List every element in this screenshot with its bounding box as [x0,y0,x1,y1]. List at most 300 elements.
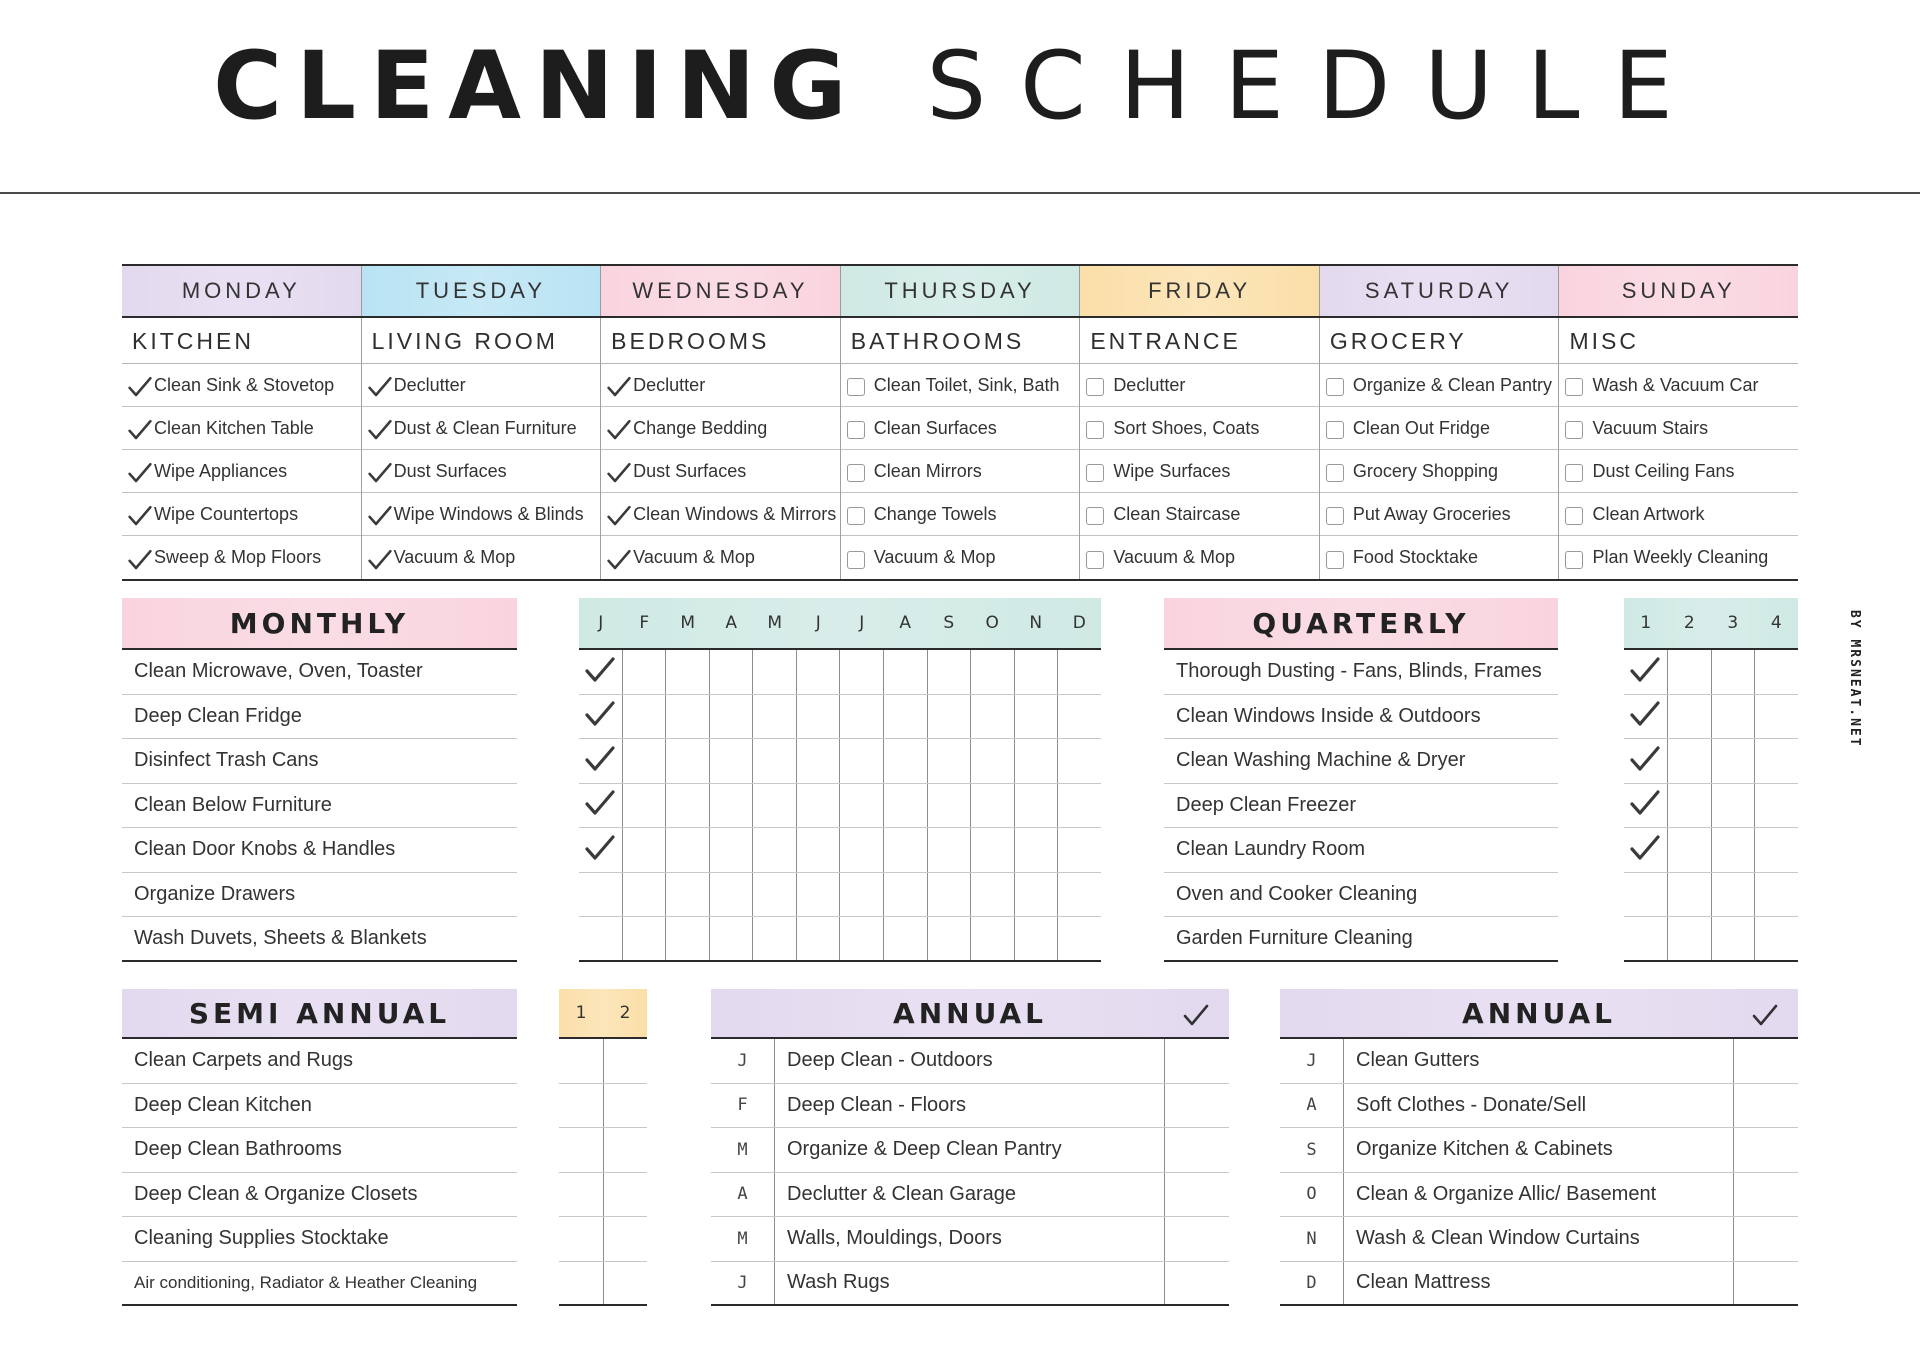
tracker-cell[interactable] [840,873,884,917]
tracker-cell[interactable] [579,739,623,783]
tracker-cell[interactable] [579,917,623,960]
table-row [711,1039,1229,1084]
month-letter: F [711,1084,775,1128]
list-item: Clean Washing Machine & Dryer [1164,739,1558,784]
list-item: Deep Clean Freezer [1164,784,1558,829]
tracker-cell[interactable] [797,650,841,694]
month-letter: J [711,1262,775,1305]
task-checkbox[interactable] [1326,507,1344,525]
tracker-cell[interactable] [1624,650,1668,694]
tracker-cell[interactable] [884,828,928,872]
task-checkbox[interactable] [1565,464,1583,482]
task-item[interactable] [841,407,1080,450]
list-item: Garden Furniture Cleaning [1164,917,1558,962]
task-label: Wipe Surfaces [1113,460,1231,481]
tracker-cell[interactable] [1755,739,1798,783]
task-item[interactable] [1559,536,1798,579]
tracker-cell[interactable] [710,739,754,783]
check-icon[interactable] [607,419,631,441]
tracker-cell[interactable] [710,650,754,694]
tracker-cell[interactable] [971,695,1015,739]
check-icon[interactable] [585,835,615,865]
check-icon[interactable] [128,505,152,527]
task-item[interactable] [841,364,1080,407]
tracker-row [559,1217,647,1262]
quarterly-tracker-grid [1624,598,1798,962]
list-item: Deep Clean Fridge [122,695,517,740]
task-checkbox[interactable] [1086,378,1104,396]
check-cell[interactable] [1165,1173,1229,1217]
check-cell[interactable] [1734,1173,1798,1217]
month-letter: N [1280,1217,1344,1261]
task-checkbox[interactable] [1326,378,1344,396]
title-divider [0,192,1920,194]
tracker-cell[interactable] [1755,828,1798,872]
day-column-wednesday [601,318,841,579]
monthly-task-list [122,650,517,962]
tracker-cell[interactable] [559,1217,604,1261]
table-row [711,1217,1229,1262]
tracker-cell[interactable] [623,873,667,917]
tracker-cell[interactable] [1668,650,1712,694]
task-item[interactable] [122,450,361,493]
tracker-cell[interactable] [1015,739,1059,783]
tracker-row [559,1262,647,1307]
tracker-cell[interactable] [928,739,972,783]
tracker-cell[interactable] [1755,873,1798,917]
list-item: Wash Duvets, Sheets & Blankets [122,917,517,962]
tracker-cell[interactable] [1712,695,1756,739]
task-label: Clean Windows & Mirrors [633,503,837,524]
semi-annual-tracker-grid [559,989,647,1306]
task-label: Clean Gutters [1344,1039,1734,1083]
tracker-cell[interactable] [928,917,972,960]
day-header-wednesday: WEDNESDAY [601,266,841,316]
check-icon[interactable] [128,376,152,398]
task-label: Deep Clean - Outdoors [775,1039,1165,1083]
tracker-cell[interactable] [1058,650,1101,694]
task-label: Wash & Clean Window Curtains [1344,1217,1734,1261]
month-letter: A [1280,1084,1344,1128]
task-item[interactable] [362,536,601,579]
task-item[interactable] [601,536,840,579]
tracker-cell[interactable] [840,650,884,694]
tracker-cell[interactable] [928,695,972,739]
task-checkbox[interactable] [847,378,865,396]
task-label: Vacuum & Mop [393,547,516,567]
list-item: Clean Door Knobs & Handles [122,828,517,873]
tracker-cell[interactable] [666,917,710,960]
tracker-cell[interactable] [1624,828,1668,872]
task-item[interactable] [841,450,1080,493]
tracker-cell[interactable] [623,784,667,828]
check-icon[interactable] [585,746,615,776]
tracker-cell[interactable] [971,828,1015,872]
check-icon[interactable] [368,462,392,484]
list-item: Disinfect Trash Cans [122,739,517,784]
tracker-cell[interactable] [1668,873,1712,917]
check-cell[interactable] [1165,1262,1229,1305]
list-item: Oven and Cooker Cleaning [1164,873,1558,918]
task-label: Dust & Clean Furniture [393,417,577,438]
task-item[interactable] [122,493,361,536]
room-label: LIVING ROOM [362,318,601,364]
tracker-cell[interactable] [1624,695,1668,739]
tracker-cell[interactable] [1624,739,1668,783]
tracker-cell[interactable] [1668,917,1712,960]
tracker-cell[interactable] [840,784,884,828]
task-item[interactable] [122,536,361,579]
check-icon[interactable] [368,376,392,398]
tracker-cell[interactable] [1015,650,1059,694]
list-item: Thorough Dusting - Fans, Blinds, Frames [1164,650,1558,695]
list-item: Clean Below Furniture [122,784,517,829]
tracker-cell[interactable] [579,784,623,828]
day-header-monday: MONDAY [122,266,362,316]
check-cell[interactable] [1734,1217,1798,1261]
tracker-cell[interactable] [710,784,754,828]
tracker-cell[interactable] [579,828,623,872]
tracker-cell[interactable] [797,739,841,783]
task-item[interactable] [362,450,601,493]
task-checkbox[interactable] [847,551,865,569]
tracker-cell[interactable] [604,1084,648,1128]
task-item[interactable] [362,364,601,407]
tracker-cell[interactable] [1712,784,1756,828]
month-letter: D [1280,1262,1344,1305]
room-label: BATHROOMS [841,318,1080,364]
period-label: A [725,613,738,633]
task-item[interactable] [1080,407,1319,450]
task-checkbox[interactable] [1086,421,1104,439]
tracker-cell[interactable] [840,739,884,783]
task-item[interactable] [601,364,840,407]
tracker-cell[interactable] [604,1173,648,1217]
tracker-cell[interactable] [559,1262,604,1305]
task-item[interactable] [1320,407,1559,450]
task-item[interactable] [1559,450,1798,493]
tracker-cell[interactable] [928,650,972,694]
tracker-cell[interactable] [797,695,841,739]
check-icon[interactable] [1630,835,1660,865]
tracker-cell[interactable] [559,1039,604,1083]
tracker-cell[interactable] [666,873,710,917]
tracker-cell[interactable] [884,917,928,960]
tracker-cell[interactable] [840,917,884,960]
annual-title-1: ANNUAL [893,996,1047,1030]
task-checkbox[interactable] [847,464,865,482]
task-checkbox[interactable] [1326,464,1344,482]
tracker-cell[interactable] [884,650,928,694]
task-item[interactable] [841,536,1080,579]
tracker-cell[interactable] [1624,873,1668,917]
table-row [1280,1128,1798,1173]
tracker-cell[interactable] [604,1262,648,1305]
tracker-cell[interactable] [1668,739,1712,783]
list-item: Cleaning Supplies Stocktake [122,1217,517,1262]
tracker-cell[interactable] [623,650,667,694]
tracker-cell[interactable] [1015,828,1059,872]
check-icon[interactable] [585,701,615,731]
day-header-tuesday: TUESDAY [362,266,602,316]
task-label: Declutter [1113,374,1186,395]
day-header-friday: FRIDAY [1080,266,1320,316]
tracker-cell[interactable] [884,873,928,917]
tracker-cell[interactable] [559,1128,604,1172]
tracker-cell[interactable] [1755,784,1798,828]
tracker-cell[interactable] [1755,917,1798,960]
tracker-cell[interactable] [559,1084,604,1128]
task-item[interactable] [1080,536,1319,579]
tracker-cell[interactable] [666,739,710,783]
task-label: Walls, Mouldings, Doors [775,1217,1165,1261]
table-row [1280,1262,1798,1307]
period-label: M [680,613,696,633]
task-label: Declutter & Clean Garage [775,1173,1165,1217]
period-label: 1 [1640,613,1652,633]
check-cell[interactable] [1734,1039,1798,1083]
tracker-cell[interactable] [1712,873,1756,917]
task-label: Clean Mirrors [873,460,982,481]
tracker-cell[interactable] [1712,828,1756,872]
tracker-cell[interactable] [884,695,928,739]
task-item[interactable] [601,450,840,493]
task-checkbox[interactable] [1326,551,1344,569]
tracker-cell[interactable] [604,1128,648,1172]
tracker-cell[interactable] [753,739,797,783]
tracker-cell[interactable] [753,695,797,739]
tracker-cell[interactable] [753,917,797,960]
tracker-cell[interactable] [623,695,667,739]
tracker-cell[interactable] [1668,695,1712,739]
task-checkbox[interactable] [1086,551,1104,569]
check-icon[interactable] [1630,701,1660,731]
tracker-cell[interactable] [884,784,928,828]
tracker-cell[interactable] [1015,873,1059,917]
task-item[interactable] [122,364,361,407]
list-item: Air conditioning, Radiator & Heather Cleaning [122,1262,517,1307]
tracker-cell[interactable] [604,1217,648,1261]
tracker-cell[interactable] [666,828,710,872]
task-label: Wipe Windows & Blinds [393,503,584,524]
task-item[interactable] [1320,450,1559,493]
task-item[interactable] [1080,493,1319,536]
check-icon[interactable] [368,419,392,441]
task-label: Vacuum & Mop [1113,547,1236,567]
tracker-row [579,873,1101,918]
month-letter: O [1280,1173,1344,1217]
tracker-cell[interactable] [971,739,1015,783]
check-icon[interactable] [585,790,615,820]
weekly-day-header [122,266,1798,318]
task-checkbox[interactable] [1565,378,1583,396]
check-cell[interactable] [1734,1262,1798,1305]
task-checkbox[interactable] [847,421,865,439]
tracker-cell[interactable] [753,873,797,917]
check-icon[interactable] [607,462,631,484]
task-item[interactable] [1559,493,1798,536]
tracker-cell[interactable] [1058,828,1101,872]
day-column-friday [1080,318,1320,579]
task-checkbox[interactable] [1565,551,1583,569]
table-row [711,1084,1229,1129]
tracker-cell[interactable] [1058,873,1101,917]
check-icon[interactable] [1630,790,1660,820]
tracker-cell[interactable] [1755,650,1798,694]
tracker-cell[interactable] [1712,650,1756,694]
tracker-cell[interactable] [928,873,972,917]
period-label: 4 [1770,613,1782,633]
day-header-saturday: SATURDAY [1320,266,1560,316]
task-label: Deep Clean - Floors [775,1084,1165,1128]
tracker-cell[interactable] [1668,784,1712,828]
tracker-cell[interactable] [623,739,667,783]
tracker-cell[interactable] [797,917,841,960]
annual-header-2 [1280,989,1798,1039]
task-label: Vacuum & Mop [873,547,996,567]
semi-annual-header: SEMI ANNUAL [122,989,517,1039]
tracker-cell[interactable] [579,695,623,739]
task-label: Change Bedding [633,417,768,438]
check-icon[interactable] [368,505,392,527]
tracker-cell[interactable] [604,1039,648,1083]
tracker-cell[interactable] [1712,739,1756,783]
tracker-row [1624,695,1798,740]
tracker-cell[interactable] [884,739,928,783]
tracker-cell[interactable] [1058,695,1101,739]
task-item[interactable] [601,493,840,536]
check-cell[interactable] [1165,1217,1229,1261]
tracker-cell[interactable] [1015,784,1059,828]
tracker-cell[interactable] [1058,917,1101,960]
tracker-cell[interactable] [797,784,841,828]
task-label: Dust Ceiling Fans [1592,460,1735,481]
month-letter: A [711,1173,775,1217]
tracker-body [559,1039,647,1306]
period-label: S [943,613,955,633]
check-icon[interactable] [128,462,152,484]
table-row [1280,1217,1798,1262]
tracker-cell[interactable] [579,873,623,917]
check-icon[interactable] [128,419,152,441]
task-label: Food Stocktake [1352,547,1478,567]
tracker-cell[interactable] [797,873,841,917]
task-checkbox[interactable] [1565,421,1583,439]
tracker-cell[interactable] [666,784,710,828]
tracker-cell[interactable] [840,828,884,872]
tracker-cell[interactable] [971,650,1015,694]
task-item[interactable] [1559,364,1798,407]
tracker-cell[interactable] [1058,739,1101,783]
check-icon[interactable] [1630,746,1660,776]
quarterly-task-list [1164,650,1558,962]
task-label: Clean Surfaces [873,417,997,438]
task-checkbox[interactable] [1565,507,1583,525]
check-icon[interactable] [607,549,631,571]
tracker-cell[interactable] [710,695,754,739]
tracker-cell[interactable] [753,828,797,872]
check-cell[interactable] [1165,1084,1229,1128]
tracker-cell[interactable] [753,650,797,694]
task-label: Clean Kitchen Table [154,417,314,438]
tracker-cell[interactable] [1712,917,1756,960]
check-cell[interactable] [1165,1039,1229,1083]
tracker-cell[interactable] [971,873,1015,917]
tracker-cell[interactable] [1755,695,1798,739]
task-item[interactable] [1080,450,1319,493]
task-checkbox[interactable] [1326,421,1344,439]
task-checkbox[interactable] [847,507,865,525]
tracker-cell[interactable] [1624,917,1668,960]
task-label: Vacuum Stairs [1592,417,1709,438]
weekly-body [122,318,1798,579]
tracker-cell[interactable] [559,1173,604,1217]
tracker-cell[interactable] [840,695,884,739]
title-word-cleaning: CLEANING [213,32,861,141]
check-icon[interactable] [607,376,631,398]
tracker-cell[interactable] [928,784,972,828]
task-label: Clean Sink & Stovetop [154,374,335,395]
tracker-cell[interactable] [666,650,710,694]
task-item[interactable] [601,407,840,450]
tracker-cell[interactable] [623,828,667,872]
task-label: Declutter [393,374,466,395]
room-label: BEDROOMS [601,318,840,364]
tracker-cell[interactable] [1058,784,1101,828]
check-cell[interactable] [1734,1084,1798,1128]
tracker-cell[interactable] [797,828,841,872]
tracker-cell[interactable] [928,828,972,872]
task-item[interactable] [841,493,1080,536]
tracker-cell[interactable] [1015,917,1059,960]
tracker-cell[interactable] [710,917,754,960]
task-checkbox[interactable] [1086,507,1104,525]
tracker-cell[interactable] [971,917,1015,960]
check-cell[interactable] [1165,1128,1229,1172]
check-icon[interactable] [128,549,152,571]
title-word-schedule: SCHEDULE [926,32,1707,141]
check-icon[interactable] [368,549,392,571]
tracker-cell[interactable] [710,828,754,872]
task-item[interactable] [1320,493,1559,536]
table-row [1280,1173,1798,1218]
annual-task-list-1 [711,1039,1229,1306]
tracker-cell[interactable] [1624,784,1668,828]
tracker-cell[interactable] [666,695,710,739]
check-icon[interactable] [585,657,615,687]
tracker-cell[interactable] [753,784,797,828]
tracker-body [579,650,1101,962]
tracker-cell[interactable] [579,650,623,694]
task-item[interactable] [122,407,361,450]
task-item[interactable] [1559,407,1798,450]
tracker-cell[interactable] [623,917,667,960]
day-column-monday [122,318,362,579]
check-icon[interactable] [1630,657,1660,687]
task-item[interactable] [1320,364,1559,407]
task-checkbox[interactable] [1086,464,1104,482]
tracker-cell[interactable] [710,873,754,917]
task-item[interactable] [1080,364,1319,407]
task-item[interactable] [362,407,601,450]
check-cell[interactable] [1734,1128,1798,1172]
task-item[interactable] [362,493,601,536]
task-item[interactable] [1320,536,1559,579]
tracker-cell[interactable] [1668,828,1712,872]
tracker-cell[interactable] [1015,695,1059,739]
tracker-cell[interactable] [971,784,1015,828]
check-icon[interactable] [607,505,631,527]
